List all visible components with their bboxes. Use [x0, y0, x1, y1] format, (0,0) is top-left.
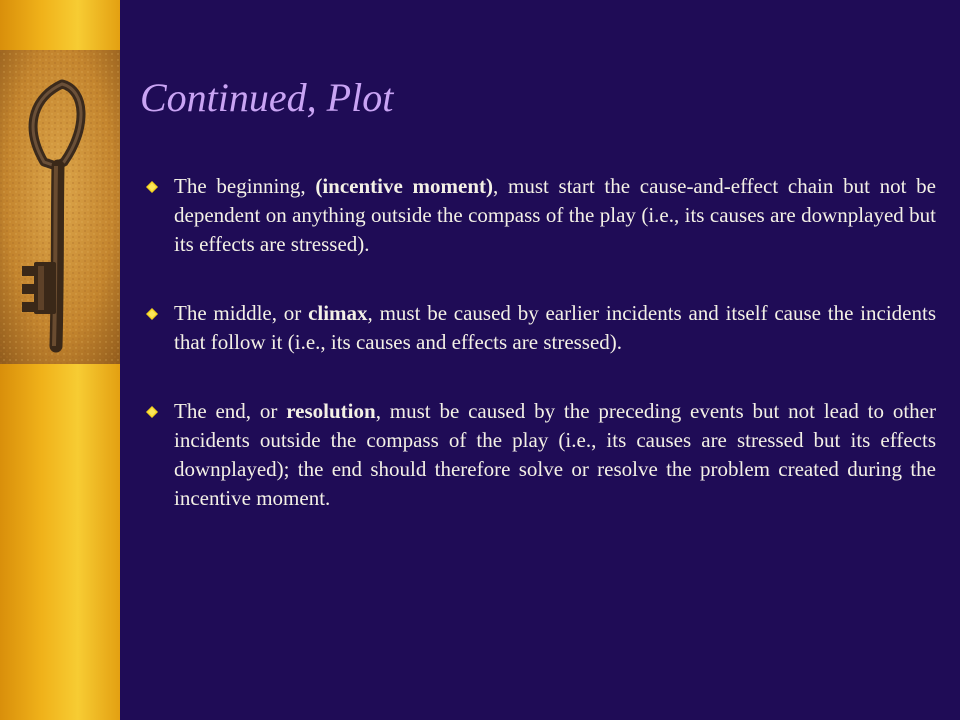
bullet-middle: [146, 299, 936, 357]
bullet-end: [146, 397, 936, 513]
bullet-beginning: [146, 172, 936, 259]
key-icon: [0, 50, 120, 364]
slide-title: Continued, Plot: [140, 75, 394, 120]
bullet-text: , must start the cause-and-effect chain but not be dependent on anything outside the compass of the play (i.e., its causes are downplayed but its effects are stressed).: [174, 174, 937, 256]
bullet-list: [146, 172, 936, 553]
bullet-keyword: climax: [308, 301, 368, 325]
bullet-text: The end, or: [174, 399, 287, 423]
bullet-text: , must be caused by earlier incidents and itself cause the incidents that follow it (i.e., its causes and effects are stressed).: [174, 301, 937, 354]
bullet-text: The middle, or: [174, 301, 309, 325]
bullet-keyword: (incentive moment): [315, 174, 494, 198]
diamond-bullet-icon: [146, 406, 158, 418]
diamond-bullet-icon: [146, 308, 158, 320]
old-key-image: [0, 50, 120, 364]
bullet-keyword: resolution: [286, 399, 376, 423]
diamond-bullet-icon: [146, 181, 158, 193]
bullet-text: The beginning,: [174, 174, 316, 198]
bullet-text: , must be caused by the preceding events but not lead to other incidents outside the compass of the play (i.e., its causes are stressed but its effects downplayed); the end should therefore solve or resolve the problem created during the incentive moment.: [174, 399, 936, 510]
